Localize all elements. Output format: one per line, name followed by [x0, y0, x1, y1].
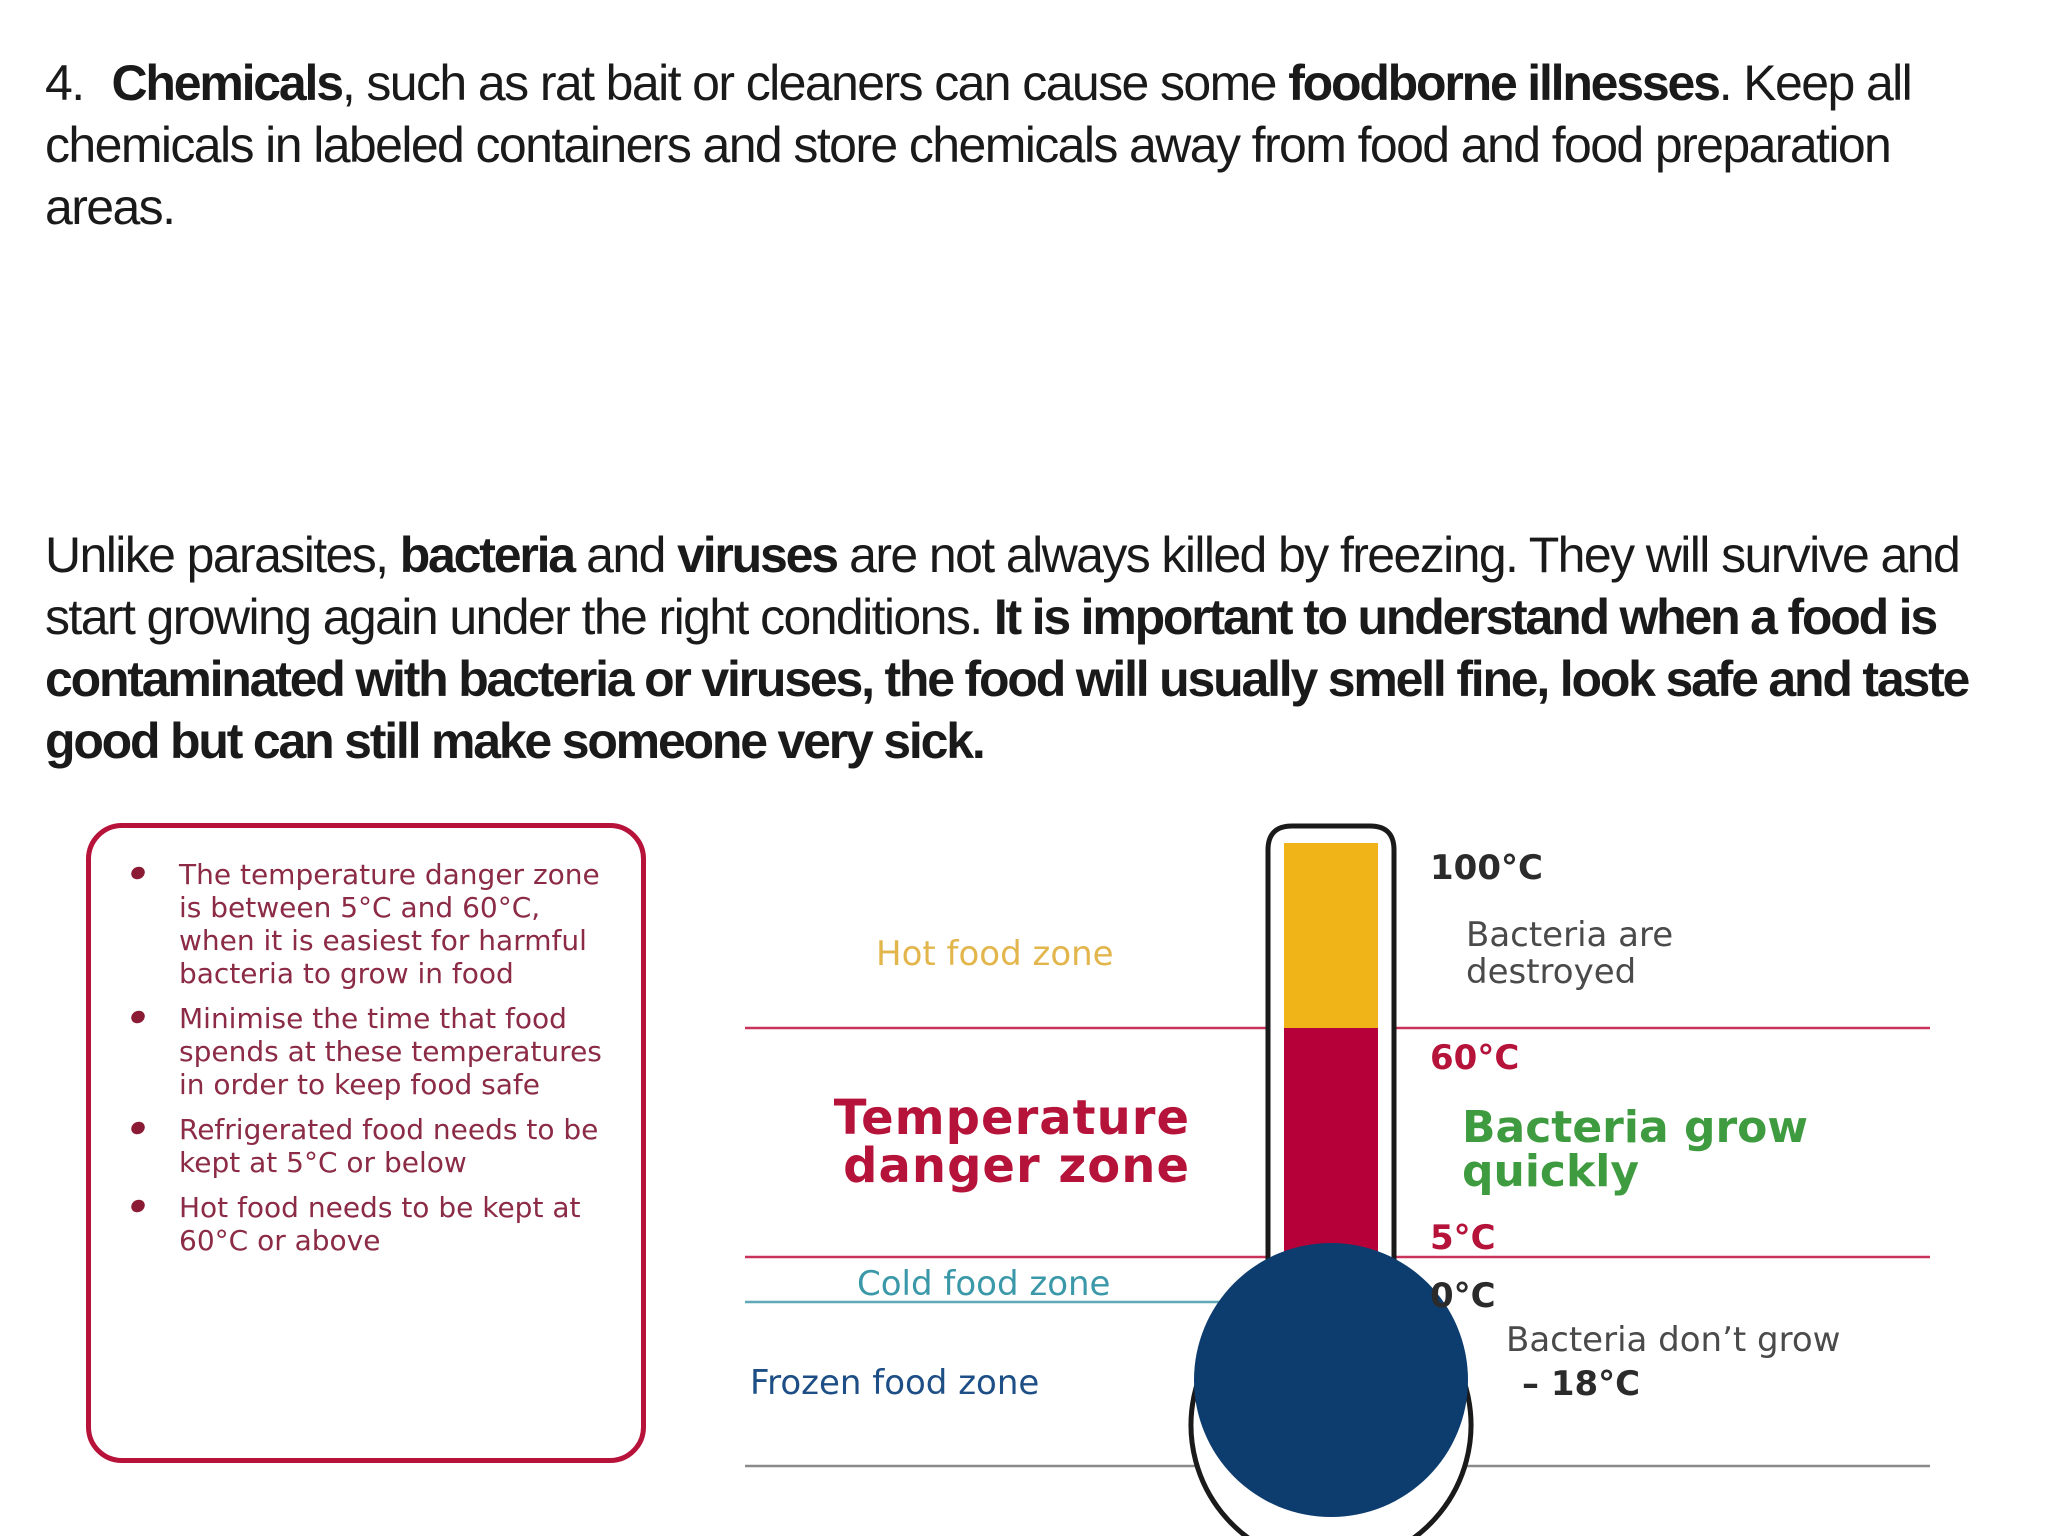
foodborne-illnesses-term: foodborne illnesses: [1288, 55, 1719, 111]
viruses-term: viruses: [677, 527, 837, 583]
item-number: 4.: [45, 55, 84, 111]
tip-text: Hot food needs to be kept at 60°C or above: [179, 1191, 581, 1257]
bacteria-text-2: and: [573, 527, 678, 583]
chemicals-term: Chemicals: [111, 55, 342, 111]
hot-zone-fill: [1284, 843, 1378, 1028]
hot-food-zone-label: Hot food zone: [876, 934, 1114, 974]
tip-text: Minimise the time that food spends at these temperatures in order to keep food safe: [179, 1002, 602, 1101]
tip-text: The temperature danger zone is between 5°C and 60°C, when it is easiest for harmful bacteria to grow in food: [179, 858, 600, 990]
temp-60-label: 60°C: [1430, 1038, 1520, 1078]
temp-minus-18-label: – 18°C: [1522, 1364, 1641, 1404]
cold-food-zone-label: Cold food zone: [857, 1264, 1111, 1304]
bacteria-dont-grow-label: Bacteria don’t grow: [1506, 1320, 1841, 1360]
tip-text: Refrigerated food needs to be kept at 5°C or below: [179, 1113, 599, 1179]
temp-5-label: 5°C: [1430, 1218, 1496, 1258]
temp-0-label: 0°C: [1430, 1276, 1496, 1316]
important-statement: It is important to understand when a food is contaminated with bacteria or viruses, the food will usually smell fine, look safe and taste good but can still make someone very sick.: [45, 589, 1969, 769]
bacteria-text-1: Unlike parasites,: [45, 527, 400, 583]
danger-zone-text: Temperature danger zone: [833, 1090, 1190, 1194]
bacteria-destroyed-label: Bacteria are destroyed: [1466, 915, 1674, 992]
chemicals-text-1: , such as rat bait or cleaners can cause some: [341, 55, 1289, 111]
frozen-bulb-fill: [1194, 1243, 1468, 1517]
bacteria-text-3: are not always killed by freezing. They will survive and start growing again under the right conditions.: [45, 527, 1960, 645]
chemicals-text-2: . Keep all chemicals in labeled containers and store chemicals away from food and food preparation areas.: [45, 55, 1912, 235]
temperature-danger-zone-label: [740, 1090, 1190, 1194]
bacteria-grow-label: Bacteria grow quickly: [1462, 1102, 1809, 1197]
frozen-food-zone-label: Frozen food zone: [750, 1363, 1040, 1403]
danger-zone-fill: [1284, 1028, 1378, 1257]
bacteria-term: bacteria: [399, 527, 574, 583]
temp-100-label: 100°C: [1430, 848, 1543, 888]
